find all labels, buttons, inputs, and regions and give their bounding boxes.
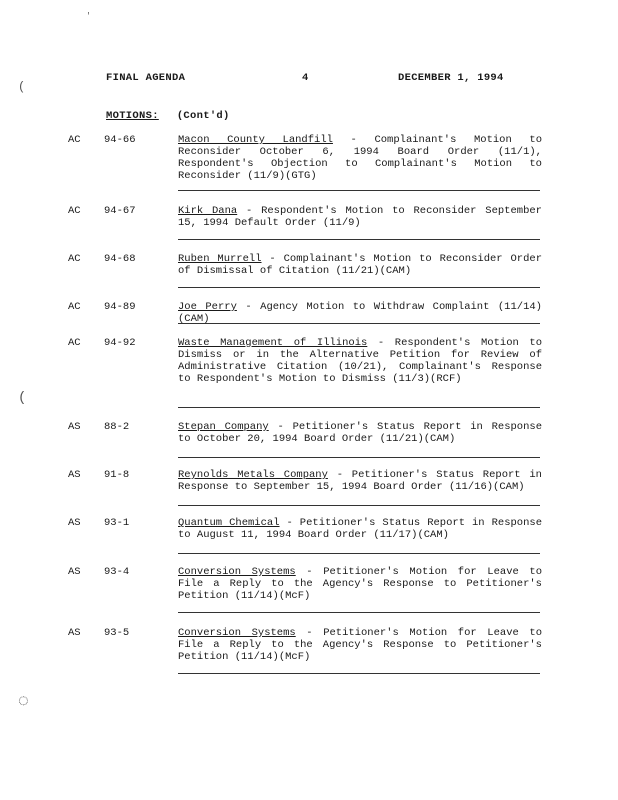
case-type: AS — [68, 566, 81, 578]
motion-text: - Petitioner's Status Report in Response to August 11, 1994 Board Order (11/17)(CAM) — [178, 517, 542, 541]
case-number: 93-1 — [104, 517, 130, 529]
party-name: Joe Perry — [178, 301, 237, 313]
case-number: 94-92 — [104, 337, 136, 349]
case-type: AS — [68, 627, 81, 639]
case-type: AC — [68, 337, 81, 349]
case-number: 93-4 — [104, 566, 130, 578]
punch-hole-mark: ◌ — [18, 692, 29, 712]
case-number: 93-5 — [104, 627, 130, 639]
signature-line — [178, 673, 540, 674]
entry-description — [178, 566, 542, 602]
case-number: 88-2 — [104, 421, 130, 433]
motion-text: - Respondent's Motion to Reconsider September 15, 1994 Default Order (11/9) — [178, 205, 542, 229]
party-name: Waste Management of Illinois — [178, 337, 368, 349]
motion-text: - Petitioner's Status Report in Response to October 20, 1994 Board Order (11/21)(CAM) — [178, 421, 543, 445]
party-name: Conversion Systems — [178, 627, 296, 639]
case-number: 91-8 — [104, 469, 130, 481]
party-name: Reynolds Metals Company — [178, 469, 328, 481]
case-type: AC — [68, 134, 81, 146]
scan-mark-left-middle: ( — [18, 390, 27, 406]
entry-description — [178, 205, 542, 229]
motions-label: MOTIONS: — [106, 110, 159, 122]
motion-text: - Petitioner's Motion for Leave to File a Reply to the Agency's Response to Petitioner's Petition (11/14)(McF) — [178, 627, 542, 663]
case-number: 94-89 — [104, 301, 136, 313]
party-name: Macon County Landfill — [178, 134, 333, 146]
scan-mark-top: ' — [86, 12, 91, 21]
signature-line — [178, 553, 540, 554]
case-type: AC — [68, 205, 81, 217]
case-type: AS — [68, 421, 81, 433]
signature-line — [178, 287, 540, 288]
scan-mark-left-upper: ( — [18, 80, 26, 94]
entry-description — [178, 301, 542, 325]
entry-description — [178, 469, 542, 493]
signature-line — [178, 323, 540, 324]
signature-line — [178, 190, 540, 191]
header-date: DECEMBER 1, 1994 — [398, 72, 504, 84]
motions-continued: (Cont'd) — [176, 110, 230, 122]
motion-text: - Petitioner's Motion for Leave to File a Reply to the Agency's Response to Petitioner's Petition (11/14)(McF) — [178, 566, 542, 602]
entry-description — [178, 627, 542, 663]
signature-line — [178, 407, 540, 408]
case-number: 94-67 — [104, 205, 136, 217]
motion-text: - Complainant's Motion to Reconsider Order of Dismissal of Citation (11/21)(CAM) — [178, 253, 542, 277]
case-type: AC — [68, 301, 81, 313]
signature-line — [178, 505, 540, 506]
entry-description — [178, 421, 542, 445]
party-name: Quantum Chemical — [178, 517, 280, 529]
header-title: FINAL AGENDA — [106, 72, 186, 84]
case-type: AS — [68, 517, 81, 529]
case-number: 94-66 — [104, 134, 136, 146]
motions-heading — [106, 110, 230, 122]
case-number: 94-68 — [104, 253, 136, 265]
motion-text: - Petitioner's Status Report in Response to September 15, 1994 Board Order (11/16)(CAM) — [178, 469, 542, 493]
case-type: AS — [68, 469, 81, 481]
page-number: 4 — [302, 72, 309, 84]
party-name: Kirk Dana — [178, 205, 238, 217]
entry-description — [178, 337, 542, 385]
motion-text: - Agency Motion to Withdraw Complaint (11/14)(CAM) — [178, 301, 542, 325]
party-name: Ruben Murrell — [178, 253, 262, 265]
motion-text: - Respondent's Motion to Dismiss or in the Alternative Petition for Review of Administrative Citation (10/21), Complainant's Response to Respondent's Motion to Dismiss (11/3)(RCF) — [178, 337, 542, 385]
party-name: Stepan Company — [178, 421, 269, 433]
signature-line — [178, 612, 540, 613]
signature-line — [178, 239, 540, 240]
motion-text: - Complainant's Motion to Reconsider October 6, 1994 Board Order (11/1), Respondent's Objection to Complainant's Motion to Reconsider (11/9)(GTG) — [178, 134, 542, 182]
entry-description — [178, 253, 542, 277]
signature-line — [178, 457, 540, 458]
entry-description — [178, 134, 542, 182]
entry-description — [178, 517, 542, 541]
case-type: AC — [68, 253, 81, 265]
party-name: Conversion Systems — [178, 566, 296, 578]
